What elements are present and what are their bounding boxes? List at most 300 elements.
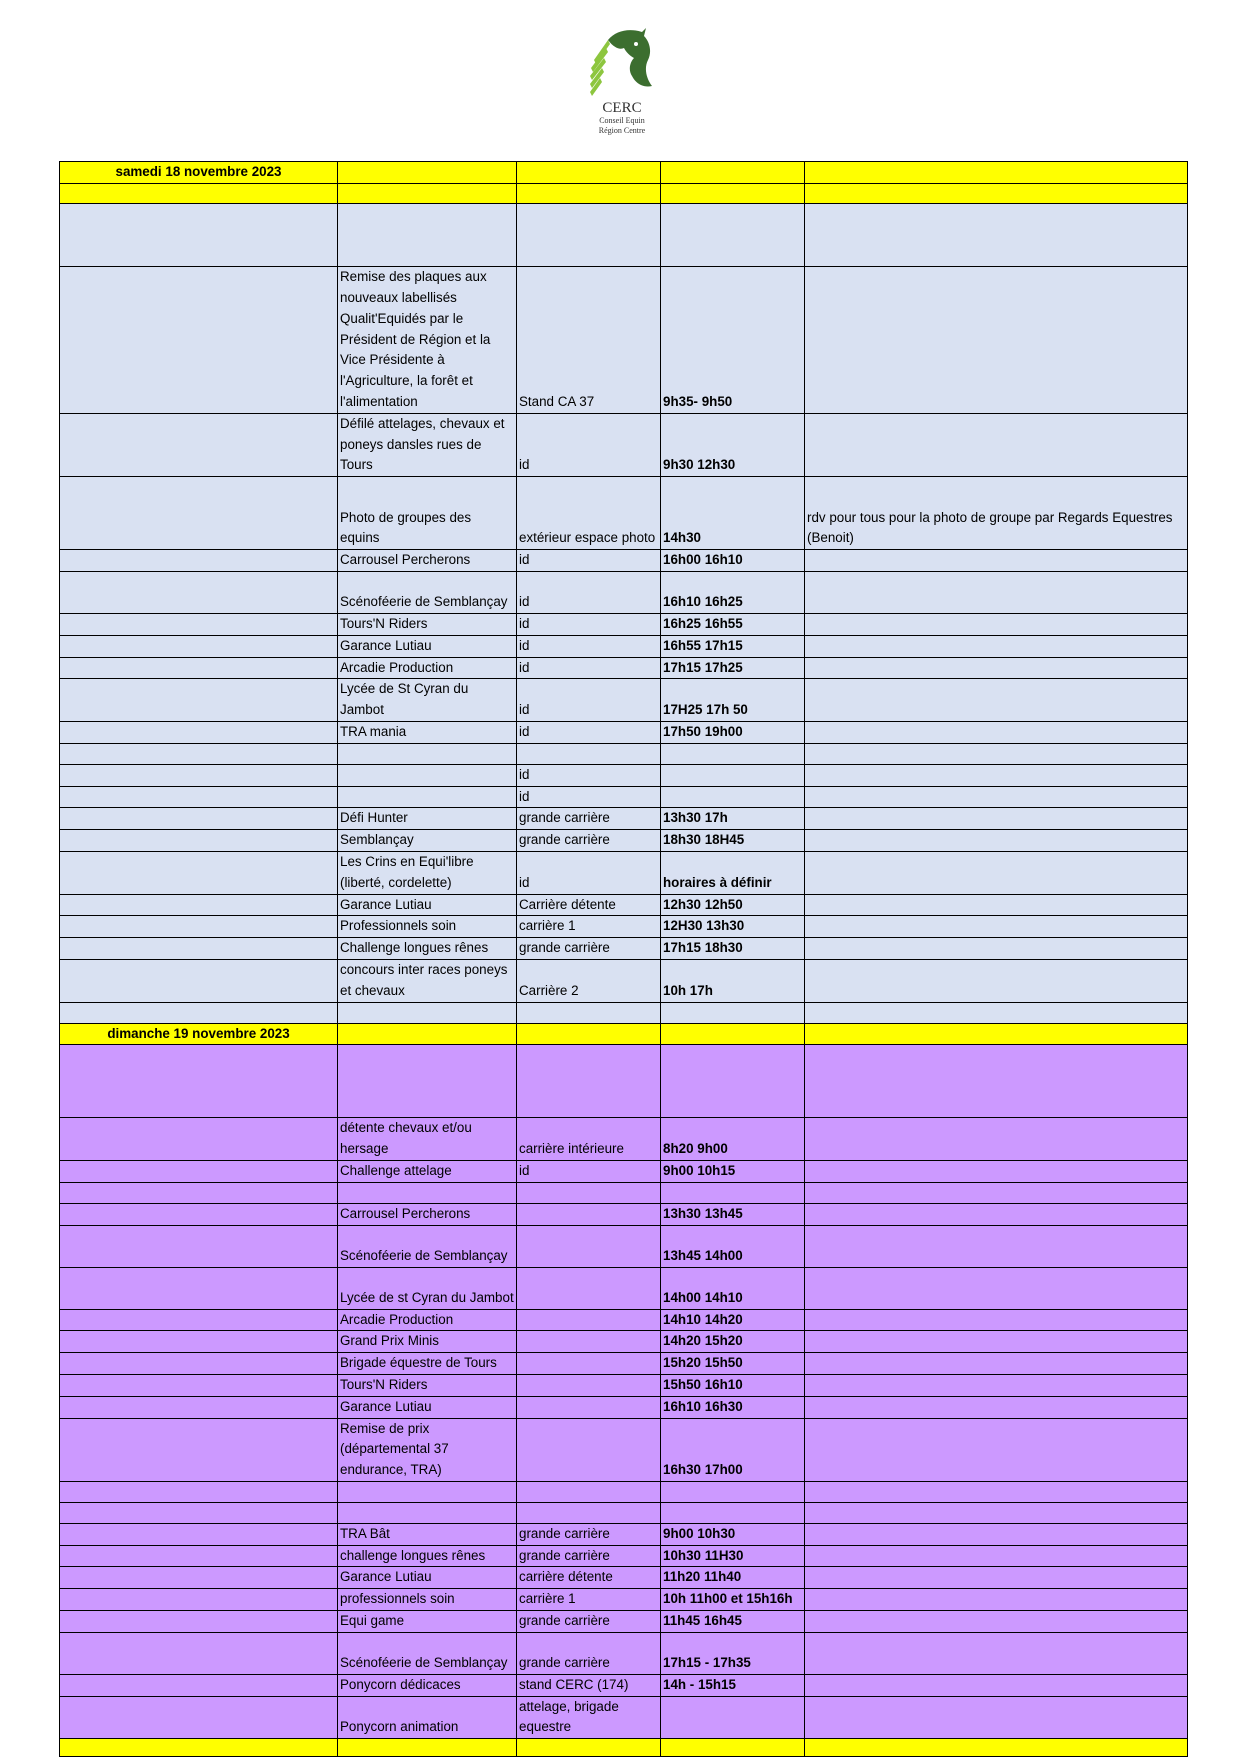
location-cell: attelage, brigade equestre xyxy=(517,1696,661,1739)
schedule-row xyxy=(60,1309,1188,1331)
schedule-row xyxy=(60,1225,1188,1267)
note-cell xyxy=(805,162,1188,184)
activity-cell: Grand Prix Minis xyxy=(338,1331,517,1353)
note-cell xyxy=(805,743,1188,764)
note-cell xyxy=(805,550,1188,572)
schedule-row xyxy=(60,550,1188,572)
activity-cell: détente chevaux et/ou hersage xyxy=(338,1118,517,1161)
note-cell xyxy=(805,1309,1188,1331)
time-cell: 14h - 15h15 xyxy=(661,1674,805,1696)
schedule-row xyxy=(60,808,1188,830)
schedule-row xyxy=(60,571,1188,613)
activity-cell xyxy=(338,1182,517,1203)
time-cell: 12h30 12h50 xyxy=(661,894,805,916)
date-cell xyxy=(60,1396,338,1418)
schedule-row xyxy=(60,1418,1188,1481)
schedule-row xyxy=(60,1481,1188,1502)
note-cell xyxy=(805,1589,1188,1611)
activity-cell: Les Crins en Equi'libre (liberté, cordelette) xyxy=(338,851,517,894)
time-cell xyxy=(661,162,805,184)
activity-cell: Garance Lutiau xyxy=(338,894,517,916)
activity-cell xyxy=(338,764,517,786)
location-cell xyxy=(517,203,661,266)
date-cell xyxy=(60,1418,338,1481)
note-cell xyxy=(805,1523,1188,1545)
date-cell xyxy=(60,679,338,722)
schedule-row xyxy=(60,1160,1188,1182)
note-cell xyxy=(805,571,1188,613)
date-cell: dimanche 19 novembre 2023 xyxy=(60,1023,338,1045)
date-cell xyxy=(60,743,338,764)
location-cell: id xyxy=(517,721,661,743)
location-cell: carrière détente xyxy=(517,1567,661,1589)
note-cell xyxy=(805,894,1188,916)
time-cell: 14h30 xyxy=(661,477,805,550)
schedule-row xyxy=(60,1674,1188,1696)
time-cell: 9h00 10h15 xyxy=(661,1160,805,1182)
horse-head-icon xyxy=(586,26,658,100)
schedule-row xyxy=(60,1267,1188,1309)
schedule-row xyxy=(60,786,1188,808)
time-cell: 16h55 17h15 xyxy=(661,635,805,657)
note-cell xyxy=(805,1023,1188,1045)
schedule-row xyxy=(60,183,1188,203)
location-cell: grande carrière xyxy=(517,808,661,830)
time-cell: 16h10 16h25 xyxy=(661,571,805,613)
note-cell xyxy=(805,916,1188,938)
schedule-row xyxy=(60,743,1188,764)
date-cell xyxy=(60,1481,338,1502)
location-cell: id xyxy=(517,657,661,679)
time-cell: 11h45 16h45 xyxy=(661,1611,805,1633)
date-cell xyxy=(60,613,338,635)
date-cell xyxy=(60,550,338,572)
time-cell: 17h15 17h25 xyxy=(661,657,805,679)
activity-cell: Carrousel Percherons xyxy=(338,550,517,572)
schedule-row xyxy=(60,266,1188,413)
activity-cell: Challenge longues rênes xyxy=(338,938,517,960)
location-cell xyxy=(517,1309,661,1331)
date-cell xyxy=(60,1523,338,1545)
activity-cell: Garance Lutiau xyxy=(338,1396,517,1418)
time-cell xyxy=(661,203,805,266)
activity-cell: Garance Lutiau xyxy=(338,635,517,657)
location-cell: grande carrière xyxy=(517,1523,661,1545)
schedule-row xyxy=(60,1182,1188,1203)
time-cell xyxy=(661,1023,805,1045)
activity-cell xyxy=(338,1045,517,1118)
location-cell xyxy=(517,1374,661,1396)
location-cell: carrière 1 xyxy=(517,1589,661,1611)
time-cell: 11h20 11h40 xyxy=(661,1567,805,1589)
day-header-row xyxy=(60,1023,1188,1045)
location-cell: stand CERC (174) xyxy=(517,1674,661,1696)
location-cell: extérieur espace photo xyxy=(517,477,661,550)
time-cell: 13h45 14h00 xyxy=(661,1225,805,1267)
note-cell xyxy=(805,1481,1188,1502)
date-cell xyxy=(60,1203,338,1225)
location-cell: Carrière 2 xyxy=(517,959,661,1002)
note-cell xyxy=(805,1225,1188,1267)
schedule-row xyxy=(60,203,1188,266)
location-cell xyxy=(517,1353,661,1375)
date-cell xyxy=(60,1160,338,1182)
location-cell xyxy=(517,1002,661,1023)
schedule-row xyxy=(60,894,1188,916)
time-cell xyxy=(661,183,805,203)
time-cell: 16h00 16h10 xyxy=(661,550,805,572)
date-cell xyxy=(60,1696,338,1739)
activity-cell: Scénoféerie de Semblançay xyxy=(338,1225,517,1267)
schedule-row xyxy=(60,1353,1188,1375)
date-cell xyxy=(60,721,338,743)
note-cell xyxy=(805,1567,1188,1589)
schedule-row xyxy=(60,1203,1188,1225)
date-cell xyxy=(60,1182,338,1203)
note-cell xyxy=(805,1353,1188,1375)
note-cell xyxy=(805,1418,1188,1481)
location-cell: id xyxy=(517,550,661,572)
schedule-row xyxy=(60,938,1188,960)
location-cell: id xyxy=(517,571,661,613)
activity-cell: Ponycorn dédicaces xyxy=(338,1674,517,1696)
time-cell xyxy=(661,1502,805,1523)
time-cell xyxy=(661,1696,805,1739)
activity-cell: Défi Hunter xyxy=(338,808,517,830)
schedule-row xyxy=(60,916,1188,938)
activity-cell xyxy=(338,162,517,184)
date-cell xyxy=(60,1611,338,1633)
activity-cell: Remise des plaques aux nouveaux labellisés Qualit'Equidés par le Président de Région et la Vice Présidente à l'Agriculture, la forêt et l'alimentation xyxy=(338,266,517,413)
note-cell xyxy=(805,851,1188,894)
schedule-row xyxy=(60,1589,1188,1611)
schedule-row xyxy=(60,830,1188,852)
note-cell xyxy=(805,1674,1188,1696)
note-cell xyxy=(805,1203,1188,1225)
schedule-row xyxy=(60,1523,1188,1545)
time-cell: 17H25 17h 50 xyxy=(661,679,805,722)
time-cell: 8h20 9h00 xyxy=(661,1118,805,1161)
location-cell xyxy=(517,1331,661,1353)
activity-cell: Photo de groupes des equins xyxy=(338,477,517,550)
logo-line1: Conseil Equin xyxy=(599,116,645,125)
date-cell xyxy=(60,1002,338,1023)
note-cell xyxy=(805,721,1188,743)
activity-cell: Lycée de st Cyran du Jambot xyxy=(338,1267,517,1309)
date-cell xyxy=(60,1674,338,1696)
note-cell xyxy=(805,1331,1188,1353)
date-cell xyxy=(60,916,338,938)
activity-cell: Arcadie Production xyxy=(338,657,517,679)
schedule-row xyxy=(60,1567,1188,1589)
logo-line2: Région Centre xyxy=(598,126,646,135)
time-cell xyxy=(661,1739,805,1757)
activity-cell xyxy=(338,1002,517,1023)
time-cell: horaires à définir xyxy=(661,851,805,894)
note-cell xyxy=(805,1267,1188,1309)
time-cell: 17h15 18h30 xyxy=(661,938,805,960)
cerc-logo xyxy=(586,26,658,138)
activity-cell: Garance Lutiau xyxy=(338,1567,517,1589)
location-cell xyxy=(517,162,661,184)
schedule-row xyxy=(60,1611,1188,1633)
location-cell: grande carrière xyxy=(517,830,661,852)
location-cell xyxy=(517,1739,661,1757)
note-cell xyxy=(805,1374,1188,1396)
location-cell xyxy=(517,1182,661,1203)
activity-cell xyxy=(338,743,517,764)
activity-cell xyxy=(338,203,517,266)
date-cell xyxy=(60,1502,338,1523)
date-cell xyxy=(60,413,338,476)
note-cell xyxy=(805,413,1188,476)
time-cell: 13h30 13h45 xyxy=(661,1203,805,1225)
activity-cell: Carrousel Percherons xyxy=(338,1203,517,1225)
date-cell xyxy=(60,1225,338,1267)
date-cell xyxy=(60,959,338,1002)
time-cell: 17h50 19h00 xyxy=(661,721,805,743)
location-cell xyxy=(517,1481,661,1502)
date-cell xyxy=(60,1589,338,1611)
activity-cell: Défilé attelages, chevaux et poneys dansles rues de Tours xyxy=(338,413,517,476)
time-cell: 10h30 11H30 xyxy=(661,1545,805,1567)
note-cell xyxy=(805,1118,1188,1161)
schedule-row xyxy=(60,613,1188,635)
schedule-row xyxy=(60,1002,1188,1023)
time-cell: 17h15 - 17h35 xyxy=(661,1632,805,1674)
date-cell xyxy=(60,635,338,657)
location-cell: grande carrière xyxy=(517,938,661,960)
time-cell: 16h30 17h00 xyxy=(661,1418,805,1481)
activity-cell: challenge longues rênes xyxy=(338,1545,517,1567)
date-cell xyxy=(60,1374,338,1396)
note-cell xyxy=(805,959,1188,1002)
time-cell: 14h10 14h20 xyxy=(661,1309,805,1331)
note-cell xyxy=(805,1396,1188,1418)
location-cell: carrière intérieure xyxy=(517,1118,661,1161)
schedule-row xyxy=(60,1396,1188,1418)
location-cell: id xyxy=(517,413,661,476)
schedule-row xyxy=(60,1696,1188,1739)
note-cell xyxy=(805,808,1188,830)
note-cell xyxy=(805,1160,1188,1182)
activity-cell: Scénoféerie de Semblançay xyxy=(338,571,517,613)
time-cell: 16h25 16h55 xyxy=(661,613,805,635)
schedule-row xyxy=(60,1045,1188,1118)
location-cell: id xyxy=(517,679,661,722)
date-cell xyxy=(60,894,338,916)
location-cell: Stand CA 37 xyxy=(517,266,661,413)
note-cell xyxy=(805,1611,1188,1633)
schedule-row xyxy=(60,635,1188,657)
location-cell xyxy=(517,1225,661,1267)
note-cell xyxy=(805,183,1188,203)
activity-cell xyxy=(338,183,517,203)
schedule-row xyxy=(60,413,1188,476)
schedule-row xyxy=(60,721,1188,743)
location-cell: grande carrière xyxy=(517,1545,661,1567)
activity-cell: Arcadie Production xyxy=(338,1309,517,1331)
activity-cell xyxy=(338,786,517,808)
time-cell: 14h20 15h20 xyxy=(661,1331,805,1353)
note-cell: rdv pour tous pour la photo de groupe par Regards Equestres (Benoit) xyxy=(805,477,1188,550)
note-cell xyxy=(805,1502,1188,1523)
date-cell xyxy=(60,1118,338,1161)
schedule-row xyxy=(60,851,1188,894)
note-cell xyxy=(805,1045,1188,1118)
location-cell: id xyxy=(517,851,661,894)
note-cell xyxy=(805,764,1188,786)
date-cell xyxy=(60,657,338,679)
location-cell xyxy=(517,183,661,203)
activity-cell xyxy=(338,1023,517,1045)
date-cell: samedi 18 novembre 2023 xyxy=(60,162,338,184)
location-cell xyxy=(517,1502,661,1523)
schedule-row xyxy=(60,1545,1188,1567)
note-cell xyxy=(805,786,1188,808)
note-cell xyxy=(805,635,1188,657)
time-cell xyxy=(661,786,805,808)
date-cell xyxy=(60,764,338,786)
time-cell: 16h10 16h30 xyxy=(661,1396,805,1418)
location-cell: id xyxy=(517,764,661,786)
activity-cell xyxy=(338,1739,517,1757)
date-cell xyxy=(60,183,338,203)
schedule-row xyxy=(60,1118,1188,1161)
location-cell xyxy=(517,1045,661,1118)
date-cell xyxy=(60,1309,338,1331)
logo-brand: CERC xyxy=(602,100,642,116)
date-cell xyxy=(60,1353,338,1375)
date-cell xyxy=(60,786,338,808)
activity-cell: Ponycorn animation xyxy=(338,1696,517,1739)
day-header-row xyxy=(60,162,1188,184)
location-cell: grande carrière xyxy=(517,1611,661,1633)
schedule-row xyxy=(60,1502,1188,1523)
time-cell: 9h35- 9h50 xyxy=(661,266,805,413)
schedule-row xyxy=(60,657,1188,679)
activity-cell: Remise de prix (départemental 37 endurance, TRA) xyxy=(338,1418,517,1481)
time-cell: 10h 17h xyxy=(661,959,805,1002)
time-cell: 15h20 15h50 xyxy=(661,1353,805,1375)
date-cell xyxy=(60,571,338,613)
date-cell xyxy=(60,477,338,550)
date-cell xyxy=(60,1331,338,1353)
schedule-row xyxy=(60,477,1188,550)
location-cell: grande carrière xyxy=(517,1632,661,1674)
event-schedule-table xyxy=(59,161,1188,1757)
activity-cell xyxy=(338,1481,517,1502)
activity-cell: TRA mania xyxy=(338,721,517,743)
location-cell: carrière 1 xyxy=(517,916,661,938)
date-cell xyxy=(60,1632,338,1674)
note-cell xyxy=(805,657,1188,679)
schedule-row xyxy=(60,679,1188,722)
location-cell xyxy=(517,1023,661,1045)
date-cell xyxy=(60,1267,338,1309)
time-cell: 12H30 13h30 xyxy=(661,916,805,938)
activity-cell: Equi game xyxy=(338,1611,517,1633)
location-cell xyxy=(517,743,661,764)
location-cell: id xyxy=(517,613,661,635)
time-cell: 9h30 12h30 xyxy=(661,413,805,476)
location-cell xyxy=(517,1267,661,1309)
schedule-row xyxy=(60,1374,1188,1396)
date-cell xyxy=(60,830,338,852)
time-cell: 18h30 18H45 xyxy=(661,830,805,852)
activity-cell: Brigade équestre de Tours xyxy=(338,1353,517,1375)
activity-cell: concours inter races poneys et chevaux xyxy=(338,959,517,1002)
note-cell xyxy=(805,1182,1188,1203)
activity-cell: TRA Bât xyxy=(338,1523,517,1545)
date-cell xyxy=(60,938,338,960)
time-cell: 10h 11h00 et 15h16h xyxy=(661,1589,805,1611)
activity-cell: Challenge attelage xyxy=(338,1160,517,1182)
note-cell xyxy=(805,1002,1188,1023)
date-cell xyxy=(60,1739,338,1757)
location-cell xyxy=(517,1203,661,1225)
activity-cell: Tours'N Riders xyxy=(338,1374,517,1396)
time-cell xyxy=(661,1002,805,1023)
time-cell xyxy=(661,764,805,786)
location-cell xyxy=(517,1396,661,1418)
activity-cell: Lycée de St Cyran du Jambot xyxy=(338,679,517,722)
note-cell xyxy=(805,266,1188,413)
location-cell: Carrière détente xyxy=(517,894,661,916)
note-cell xyxy=(805,1696,1188,1739)
schedule-row xyxy=(60,1739,1188,1757)
activity-cell: Semblançay xyxy=(338,830,517,852)
time-cell: 13h30 17h xyxy=(661,808,805,830)
time-cell xyxy=(661,1481,805,1502)
schedule-row xyxy=(60,959,1188,1002)
activity-cell: Tours'N Riders xyxy=(338,613,517,635)
date-cell xyxy=(60,851,338,894)
date-cell xyxy=(60,203,338,266)
note-cell xyxy=(805,613,1188,635)
location-cell: id xyxy=(517,786,661,808)
schedule-row xyxy=(60,1632,1188,1674)
activity-cell: Professionnels soin xyxy=(338,916,517,938)
time-cell xyxy=(661,743,805,764)
time-cell: 14h00 14h10 xyxy=(661,1267,805,1309)
activity-cell: professionnels soin xyxy=(338,1589,517,1611)
note-cell xyxy=(805,679,1188,722)
date-cell xyxy=(60,1045,338,1118)
location-cell xyxy=(517,1418,661,1481)
date-cell xyxy=(60,1567,338,1589)
date-cell xyxy=(60,808,338,830)
note-cell xyxy=(805,1739,1188,1757)
schedule-row xyxy=(60,1331,1188,1353)
date-cell xyxy=(60,1545,338,1567)
note-cell xyxy=(805,938,1188,960)
date-cell xyxy=(60,266,338,413)
note-cell xyxy=(805,1545,1188,1567)
note-cell xyxy=(805,830,1188,852)
activity-cell: Scénoféerie de Semblançay xyxy=(338,1632,517,1674)
location-cell: id xyxy=(517,1160,661,1182)
note-cell xyxy=(805,1632,1188,1674)
location-cell: id xyxy=(517,635,661,657)
time-cell: 15h50 16h10 xyxy=(661,1374,805,1396)
note-cell xyxy=(805,203,1188,266)
time-cell xyxy=(661,1045,805,1118)
schedule-row xyxy=(60,764,1188,786)
activity-cell xyxy=(338,1502,517,1523)
time-cell: 9h00 10h30 xyxy=(661,1523,805,1545)
time-cell xyxy=(661,1182,805,1203)
